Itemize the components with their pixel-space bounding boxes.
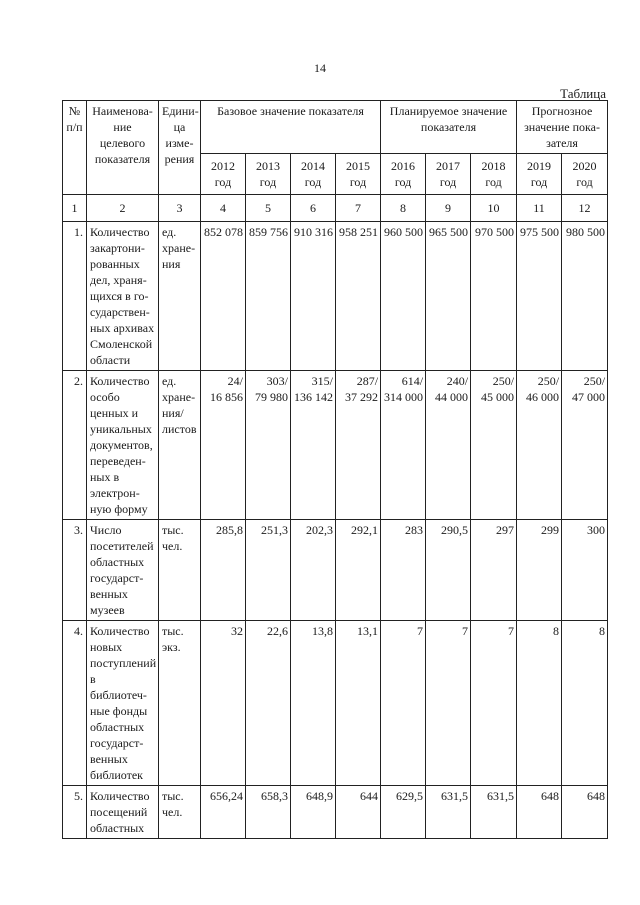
column-number: 5	[246, 195, 291, 222]
value-cell: 8	[562, 621, 608, 786]
value-cell: 648	[562, 786, 608, 839]
value-cell: 7	[381, 621, 426, 786]
value-cell: 300	[562, 520, 608, 621]
value-cell: 13,1	[336, 621, 381, 786]
column-number: 2	[87, 195, 159, 222]
header-year: 2014 год	[291, 154, 336, 195]
indicator-name: Количество особо ценных и уникальных документов, переведен-ных в электрон-ную форму	[87, 371, 159, 520]
header-year: 2013 год	[246, 154, 291, 195]
header-number: № п/п	[63, 101, 87, 195]
column-number: 3	[159, 195, 201, 222]
value-cell: 644	[336, 786, 381, 839]
value-cell: 656,24	[201, 786, 246, 839]
column-number: 7	[336, 195, 381, 222]
unit-of-measure: тыс. чел.	[159, 786, 201, 839]
header-forecast-value: Прогнозное значение пока-зателя	[517, 101, 608, 154]
indicator-name: Количество закартони-рованных дел, храня-щихся в го-сударствен-ных архивах Смоленской области	[87, 222, 159, 371]
header-year: 2012 год	[201, 154, 246, 195]
value-cell: 13,8	[291, 621, 336, 786]
page-number: 14	[314, 61, 326, 75]
indicators-table	[62, 100, 608, 839]
value-cell: 303/ 79 980	[246, 371, 291, 520]
column-number: 10	[471, 195, 517, 222]
value-cell: 965 500	[426, 222, 471, 371]
indicator-name: Число посетителей областных государст-венных музеев	[87, 520, 159, 621]
value-cell: 631,5	[471, 786, 517, 839]
value-cell: 22,6	[246, 621, 291, 786]
table-body	[63, 222, 608, 839]
row-number: 2.	[63, 371, 87, 520]
table-row	[63, 621, 608, 786]
value-cell: 251,3	[246, 520, 291, 621]
value-cell: 852 078	[201, 222, 246, 371]
value-cell: 8	[517, 621, 562, 786]
value-cell: 980 500	[562, 222, 608, 371]
value-cell: 285,8	[201, 520, 246, 621]
header-year: 2017 год	[426, 154, 471, 195]
row-number: 1.	[63, 222, 87, 371]
table-row	[63, 371, 608, 520]
row-number: 5.	[63, 786, 87, 839]
value-cell: 658,3	[246, 786, 291, 839]
value-cell: 290,5	[426, 520, 471, 621]
column-number: 1	[63, 195, 87, 222]
header-year: 2019 год	[517, 154, 562, 195]
value-cell: 292,1	[336, 520, 381, 621]
header-unit: Едини-ца изме-рения	[159, 101, 201, 195]
value-cell: 287/ 37 292	[336, 371, 381, 520]
unit-of-measure: тыс. экз.	[159, 621, 201, 786]
value-cell: 629,5	[381, 786, 426, 839]
value-cell: 910 316	[291, 222, 336, 371]
header-year: 2018 год	[471, 154, 517, 195]
indicator-name: Количество новых поступлений в библиотеч-ные фонды областных государст-венных библиотек	[87, 621, 159, 786]
column-number: 12	[562, 195, 608, 222]
value-cell: 648,9	[291, 786, 336, 839]
table-caption: Таблица	[560, 86, 606, 101]
unit-of-measure: ед. хране-ния/ листов	[159, 371, 201, 520]
header-year: 2015 год	[336, 154, 381, 195]
table-row	[63, 520, 608, 621]
row-number: 3.	[63, 520, 87, 621]
header-year: 2016 год	[381, 154, 426, 195]
value-cell: 631,5	[426, 786, 471, 839]
table-row	[63, 786, 608, 839]
value-cell: 958 251	[336, 222, 381, 371]
value-cell: 648	[517, 786, 562, 839]
value-cell: 32	[201, 621, 246, 786]
value-cell: 250/ 47 000	[562, 371, 608, 520]
value-cell: 240/ 44 000	[426, 371, 471, 520]
value-cell: 859 756	[246, 222, 291, 371]
column-number: 9	[426, 195, 471, 222]
value-cell: 975 500	[517, 222, 562, 371]
value-cell: 970 500	[471, 222, 517, 371]
value-cell: 299	[517, 520, 562, 621]
value-cell: 614/ 314 000	[381, 371, 426, 520]
header-year: 2020 год	[562, 154, 608, 195]
column-number: 6	[291, 195, 336, 222]
column-number: 4	[201, 195, 246, 222]
unit-of-measure: тыс. чел.	[159, 520, 201, 621]
column-number: 11	[517, 195, 562, 222]
value-cell: 315/ 136 142	[291, 371, 336, 520]
value-cell: 7	[471, 621, 517, 786]
value-cell: 283	[381, 520, 426, 621]
header-planned-value: Планируемое значение показателя	[381, 101, 517, 154]
header-base-value: Базовое значение показателя	[201, 101, 381, 154]
value-cell: 24/ 16 856	[201, 371, 246, 520]
value-cell: 960 500	[381, 222, 426, 371]
indicator-name: Количество посещений областных	[87, 786, 159, 839]
table-row	[63, 222, 608, 371]
value-cell: 250/ 45 000	[471, 371, 517, 520]
header-indicator-name: Наименова-ние целевого показателя	[87, 101, 159, 195]
value-cell: 297	[471, 520, 517, 621]
value-cell: 250/ 46 000	[517, 371, 562, 520]
value-cell: 7	[426, 621, 471, 786]
value-cell: 202,3	[291, 520, 336, 621]
unit-of-measure: ед. хране-ния	[159, 222, 201, 371]
column-number: 8	[381, 195, 426, 222]
row-number: 4.	[63, 621, 87, 786]
